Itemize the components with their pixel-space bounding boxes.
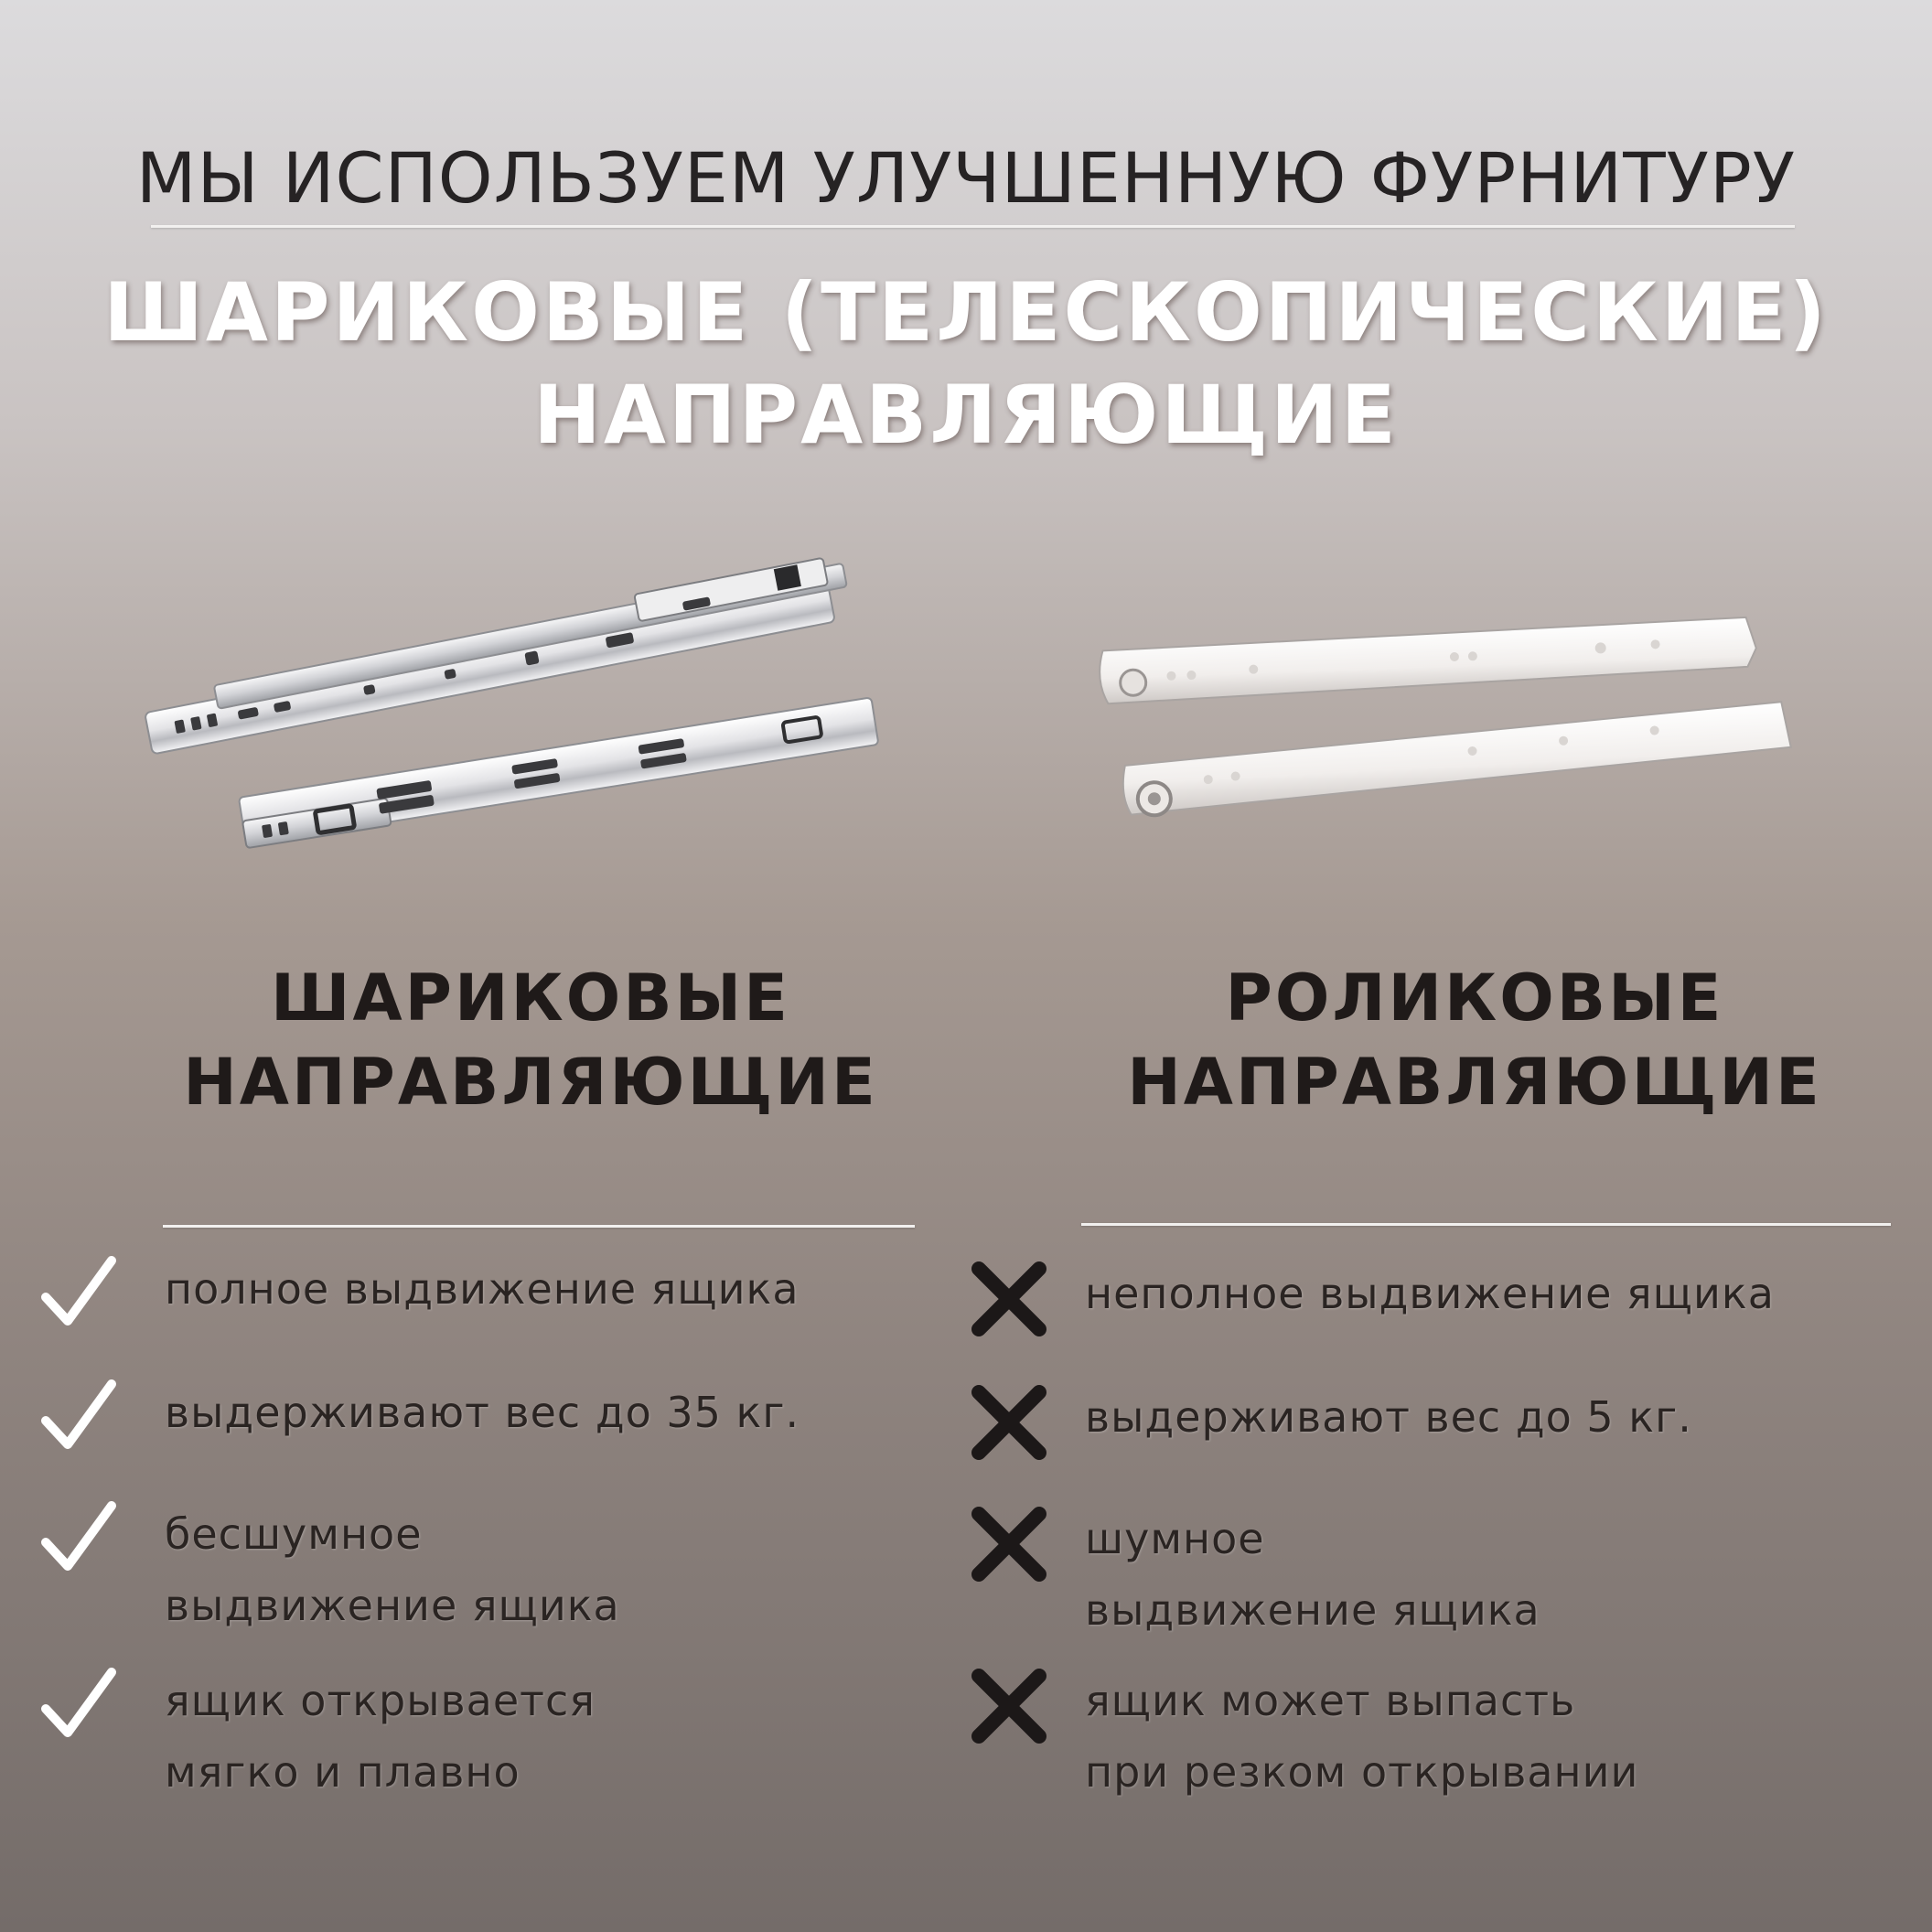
list-item-text: выдерживают вес до 5 кг. [1085,1392,1692,1442]
list-item-text: бесшумное выдвижение ящика [165,1509,620,1630]
list-item [37,1498,620,1641]
ball-bearing-slides-image [128,558,915,851]
right-title-line-2: НАПРАВЛЯЮЩИЕ [1127,1045,1822,1120]
list-item [968,1503,1540,1646]
intro-heading: МЫ ИСПОЛЬЗУЕМ УЛУЧШЕННУЮ ФУРНИТУРУ [135,137,1797,219]
list-item [968,1665,1638,1808]
left-column-divider [163,1225,915,1228]
left-column-title [119,956,942,1124]
check-icon [37,1665,119,1747]
list-item-text: неполное выдвижение ящика [1085,1269,1775,1318]
right-column-divider [1081,1223,1891,1226]
right-column-title [1063,956,1886,1124]
roller-slides-image [1089,604,1820,832]
cross-icon [968,1503,1050,1585]
right-title-line-1: РОЛИКОВЫЕ [1225,961,1724,1036]
list-item [37,1377,800,1459]
list-item-text: шумное выдвижение ящика [1085,1514,1540,1635]
headline-line-1: ШАРИКОВЫЕ (ТЕЛЕСКОПИЧЕСКИЕ) [103,265,1829,360]
list-item-text: ящик может выпасть при резком открывании [1085,1676,1639,1797]
list-item-text: ящик открывается мягко и плавно [165,1676,596,1797]
list-item [37,1253,800,1336]
cross-icon [968,1258,1050,1340]
list-item [968,1381,1692,1464]
header-divider [151,225,1795,228]
list-item-text: полное выдвижение ящика [165,1264,800,1314]
list-item [968,1258,1775,1340]
check-icon [37,1253,119,1336]
check-icon [37,1498,119,1581]
check-icon [37,1377,119,1459]
left-title-line-2: НАПРАВЛЯЮЩИЕ [183,1045,878,1120]
cross-icon [968,1665,1050,1747]
left-title-line-1: ШАРИКОВЫЕ [271,961,790,1036]
list-item-text: выдерживают вес до 35 кг. [165,1388,800,1437]
cross-icon [968,1381,1050,1464]
list-item [37,1665,596,1808]
headline-line-2: НАПРАВЛЯЮЩИЕ [533,368,1399,462]
